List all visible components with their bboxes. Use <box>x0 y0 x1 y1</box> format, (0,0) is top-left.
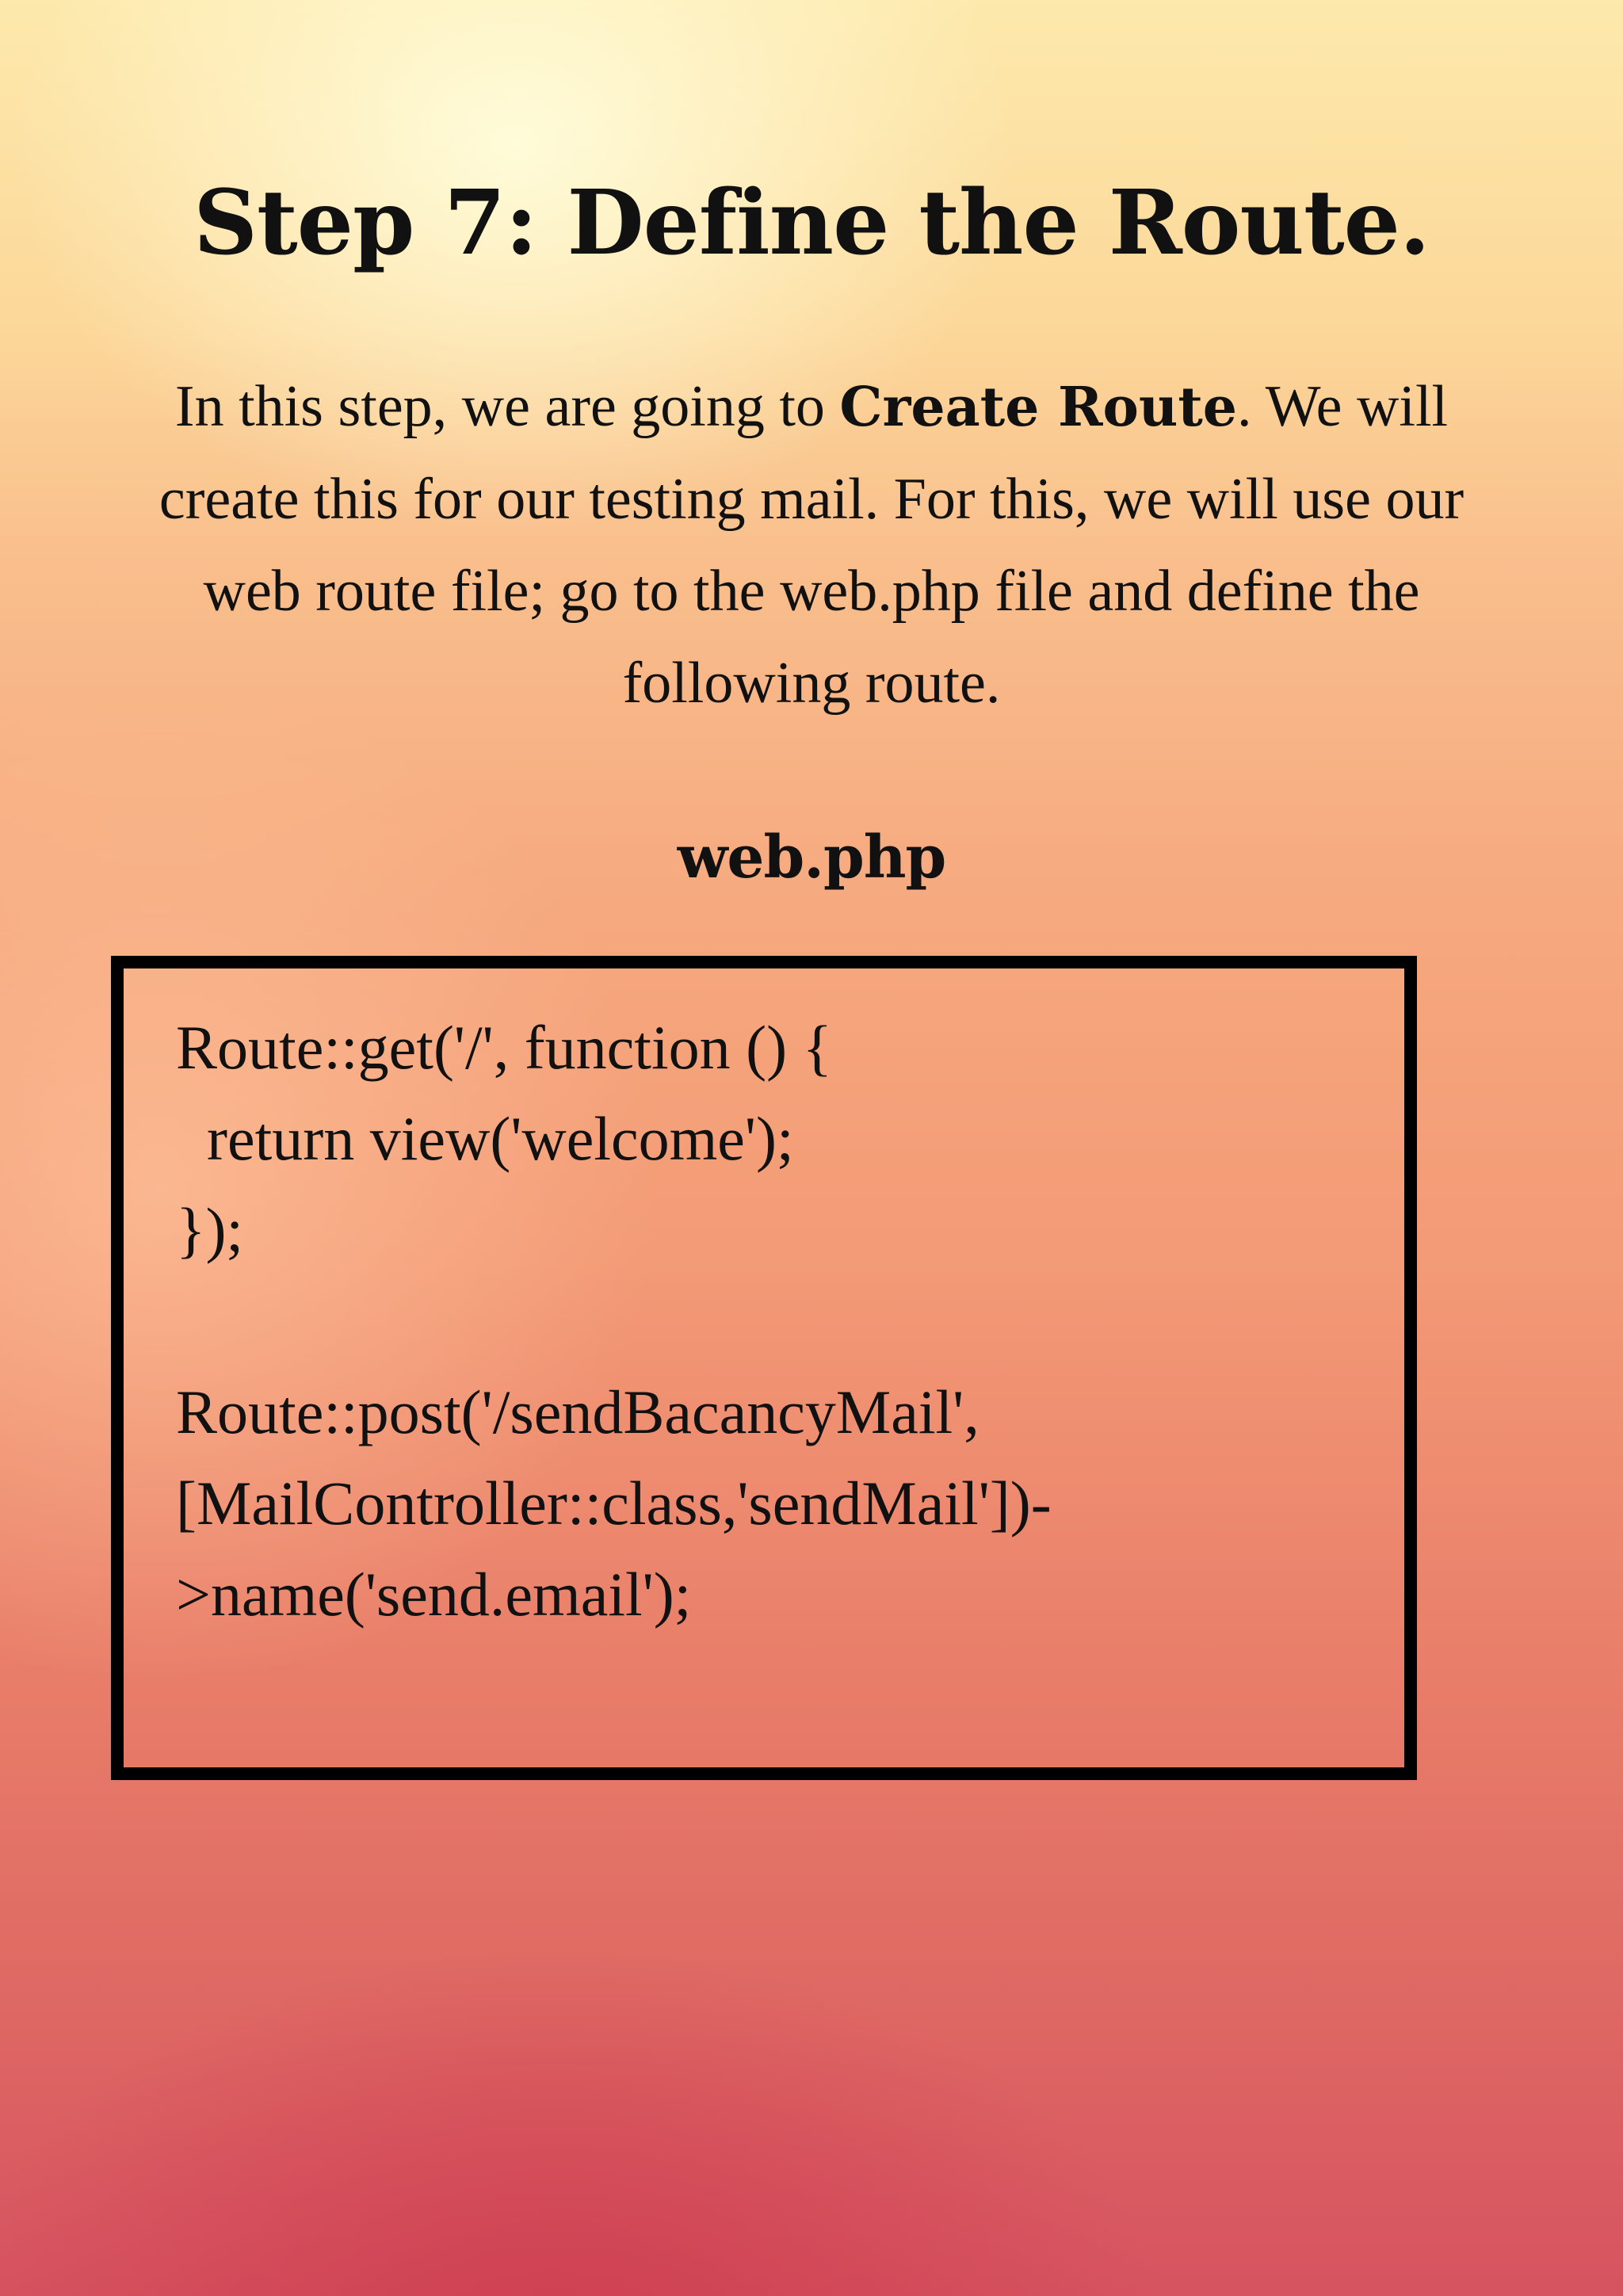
code-filename: web.php <box>677 823 946 892</box>
code-line: Route::get('/', function () { <box>176 1013 833 1082</box>
code-block <box>111 956 1417 1780</box>
code-line: return view('welcome'); <box>176 1104 794 1173</box>
intro-paragraph <box>119 361 1504 729</box>
code-line: }); <box>176 1195 244 1264</box>
intro-text-after: . We will create this for our testing mail. For this, we will use our web route file; go to the web.php file and define the following route. <box>158 374 1465 716</box>
intro-text-before: In this step, we are going to <box>174 374 840 439</box>
page-title: Step 7: Define the Route. <box>193 171 1430 275</box>
code-line: Route::post('/sendBacancyMail', <box>176 1377 980 1446</box>
code-line: [MailController::class,'sendMail'])- <box>176 1469 1052 1538</box>
code-line: >name('send.email'); <box>176 1560 692 1629</box>
intro-emphasis: Create Route <box>839 376 1238 439</box>
